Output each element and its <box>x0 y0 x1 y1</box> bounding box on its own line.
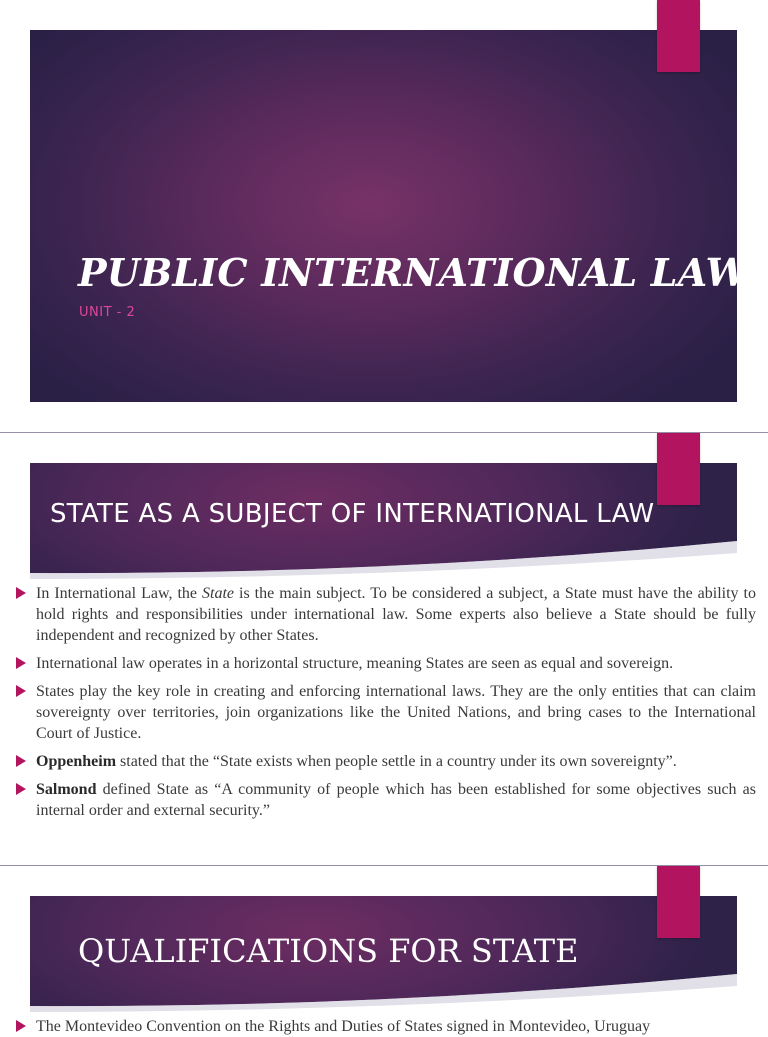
slide-title: PUBLIC INTERNATIONAL LAW <box>78 250 749 295</box>
bullet-item <box>14 681 756 744</box>
triangle-bullet-icon <box>16 1020 26 1032</box>
banner-curve <box>30 539 737 579</box>
bullet-bold-name: Oppenheim <box>36 753 117 770</box>
accent-tab <box>657 433 700 505</box>
slide-heading: STATE AS A SUBJECT OF INTERNATIONAL LAW <box>50 499 655 529</box>
triangle-bullet-icon <box>16 657 26 669</box>
bullet-text: International law operates in a horizontal structure, meaning States are seen as equal and sovereign. <box>36 655 674 672</box>
title-slide <box>0 0 768 432</box>
bullet-text: is the main subject. To be considered a subject, a State must have the ability to hold rights and responsibilities under international law. Some experts also believe a State should be fully independent and recognized by other States. <box>36 585 757 644</box>
bullet-text: In International Law, the <box>36 585 203 602</box>
accent-tab <box>657 0 700 72</box>
bullet-item <box>14 583 756 646</box>
slide-subtitle: UNIT - 2 <box>79 305 136 320</box>
bullet-text: stated that the “State exists when people settle in a country under its own sovereignty”. <box>116 753 677 770</box>
triangle-bullet-icon <box>16 783 26 795</box>
bullet-list <box>14 583 756 828</box>
bullet-item <box>14 751 756 772</box>
bullet-text: The Montevideo Convention on the Rights and Duties of States signed in Montevideo, Uruguay <box>36 1018 651 1035</box>
slide-heading: QUALIFICATIONS FOR STATE <box>78 932 579 970</box>
bullet-text: States play the key role in creating and enforcing international laws. They are the only entities that can claim sovereignty over territories, join organizations like the United Nations, and bring cases to the International Court of Justice. <box>36 683 756 742</box>
bullet-item <box>14 653 756 674</box>
banner-curve <box>30 972 737 1012</box>
bullet-bold-name: Salmond <box>36 781 97 798</box>
triangle-bullet-icon <box>16 755 26 767</box>
triangle-bullet-icon <box>16 685 26 697</box>
bullet-emphasis: State <box>202 585 235 602</box>
state-subject-slide <box>0 433 768 865</box>
bullet-item <box>14 779 756 821</box>
bullet-text: defined State as “A community of people which has been established for some objectives such as internal order and external security.” <box>36 781 756 819</box>
qualifications-slide <box>0 866 768 1035</box>
accent-tab <box>657 866 700 938</box>
triangle-bullet-icon <box>16 587 26 599</box>
title-panel <box>30 30 737 402</box>
bullet-item <box>14 1016 756 1037</box>
